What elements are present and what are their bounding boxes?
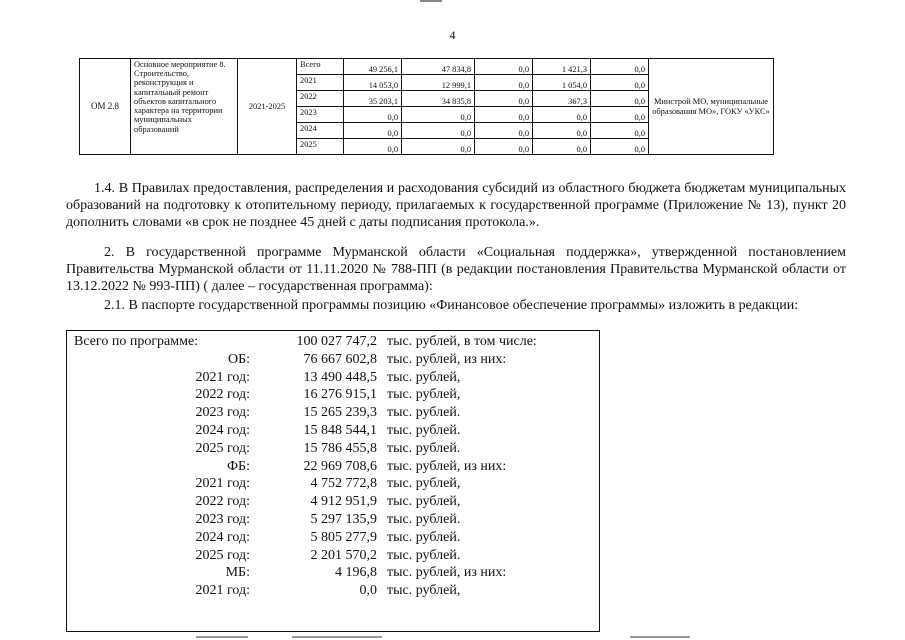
row-year: 2024	[297, 123, 344, 139]
finance-box	[66, 330, 600, 632]
finance-row	[67, 564, 599, 582]
measure-table	[79, 58, 774, 155]
measure-executors: Минстрой МО, муниципальные образования МО», ГОКУ «УКС»	[649, 59, 774, 155]
finance-row	[67, 369, 599, 387]
finance-label: 2021 год:	[195, 476, 250, 492]
finance-unit: тыс. рублей.	[387, 440, 461, 456]
row-year: 2022	[297, 91, 344, 107]
finance-unit: тыс. рублей,	[387, 387, 461, 403]
cell-total: 0,0	[344, 139, 402, 155]
finance-unit: тыс. рублей, в том числе:	[387, 334, 537, 349]
finance-value: 22 969 708,6	[303, 458, 377, 474]
cell-value: 0,0	[475, 59, 533, 75]
bottom-page-mark	[196, 636, 248, 638]
cell-value: 0,0	[475, 91, 533, 107]
cell-value: 367,3	[533, 91, 591, 107]
finance-label: 2021 год:	[195, 369, 250, 385]
cell-value: 34 835,8	[402, 91, 475, 107]
finance-value: 5 805 277,9	[310, 529, 377, 545]
finance-unit: тыс. рублей, из них:	[387, 351, 507, 367]
finance-unit: тыс. рублей.	[387, 547, 461, 563]
cell-value: 12 999,1	[402, 75, 475, 91]
cell-value: 0,0	[591, 139, 649, 155]
finance-label: ФБ:	[227, 458, 250, 474]
finance-value: 16 276 915,1	[303, 387, 377, 403]
finance-unit: тыс. рублей,	[387, 583, 461, 599]
cell-value: 1 421,3	[533, 59, 591, 75]
cell-value: 1 054,0	[533, 75, 591, 91]
paragraph-2: 2. В государственной программе Мурманской области «Социальная поддержка», утвержденной постановлением Правительства Мурманской области от 11.11.2020 № 788-ПП (в редакции постановления Правительства Мурманской области от 13.12.2022 № 993-ПП) ( далее – государственная программа):	[66, 245, 846, 294]
finance-row	[67, 529, 599, 547]
finance-unit: тыс. рублей.	[387, 512, 461, 527]
finance-value: 4 752 772,8	[310, 476, 377, 492]
finance-value: 4 196,8	[335, 565, 377, 581]
finance-row	[67, 440, 599, 458]
top-page-mark	[420, 0, 442, 2]
finance-value: 4 912 951,9	[310, 494, 377, 510]
finance-unit: тыс. рублей.	[387, 529, 461, 545]
cell-total: 0,0	[344, 123, 402, 139]
paragraph-1-4: 1.4. В Правилах предоставления, распределения и расходования субсидий из областного бюджета бюджетам муниципальных образований на подготовку к отопительному периоду, прилагаемых к государственной программе (Приложение № 13), пункт 20 дополнить словами «в срок не позднее 45 дней с даты подписания протокола.».	[66, 181, 846, 230]
cell-value: 0,0	[402, 107, 475, 123]
bottom-page-mark	[630, 636, 690, 638]
finance-value: 13 490 448,5	[303, 369, 377, 385]
finance-value: 100 027 747,2	[296, 334, 377, 349]
finance-value: 15 265 239,3	[303, 405, 377, 421]
finance-value: 5 297 135,9	[310, 512, 377, 527]
finance-value: 15 848 544,1	[303, 423, 377, 438]
cell-value: 0,0	[591, 59, 649, 75]
table-row	[80, 59, 774, 75]
cell-value: 47 834,8	[402, 59, 475, 75]
cell-value: 0,0	[475, 75, 533, 91]
cell-value: 0,0	[475, 123, 533, 139]
measure-code: ОМ 2.8	[80, 59, 131, 155]
finance-value: 2 201 570,2	[310, 547, 377, 563]
finance-label: ОБ:	[227, 351, 250, 367]
finance-label: 2025 год:	[195, 547, 250, 563]
row-year: 2025	[297, 139, 344, 155]
bottom-page-mark	[292, 636, 382, 638]
finance-label: 2025 год:	[195, 440, 250, 456]
finance-row	[67, 511, 599, 529]
finance-unit: тыс. рублей,	[387, 476, 461, 492]
finance-value: 0,0	[359, 583, 377, 599]
finance-label: 2022 год:	[195, 494, 250, 510]
finance-unit: тыс. рублей,	[387, 494, 461, 510]
measure-period: 2021-2025	[238, 59, 297, 155]
cell-total: 35 203,1	[344, 91, 402, 107]
finance-label: 2022 год:	[195, 387, 250, 403]
finance-unit: тыс. рублей,	[387, 369, 461, 385]
cell-value: 0,0	[533, 107, 591, 123]
cell-value: 0,0	[402, 139, 475, 155]
finance-row	[67, 333, 599, 351]
finance-row	[67, 582, 599, 600]
cell-total: 0,0	[344, 107, 402, 123]
cell-total: 49 256,1	[344, 59, 402, 75]
measure-name: Основное мероприятие 8. Строительство, реконструкция и капитальный ремонт объектов капитального характера на территории муниципальных образований	[131, 59, 238, 155]
row-year: Всего	[297, 59, 344, 75]
finance-value: 15 786 455,8	[303, 440, 377, 456]
finance-row	[67, 422, 599, 440]
cell-total: 14 053,0	[344, 75, 402, 91]
finance-unit: тыс. рублей, из них:	[387, 565, 507, 581]
finance-unit: тыс. рублей.	[387, 423, 461, 438]
row-year: 2021	[297, 75, 344, 91]
finance-row	[67, 458, 599, 476]
cell-value: 0,0	[591, 123, 649, 139]
finance-label: 2023 год:	[195, 405, 250, 421]
cell-value: 0,0	[475, 139, 533, 155]
finance-label: МБ:	[225, 565, 250, 581]
page-number: 4	[449, 28, 456, 42]
row-year: 2023	[297, 107, 344, 123]
finance-row	[67, 475, 599, 493]
finance-label: 2024 год:	[195, 529, 250, 545]
finance-row	[67, 386, 599, 404]
paragraph-2-1: 2.1. В паспорте государственной программы позицию «Финансовое обеспечение программы» изложить в редакции:	[104, 298, 799, 313]
finance-row	[67, 493, 599, 511]
cell-value: 0,0	[475, 107, 533, 123]
finance-value: 76 667 602,8	[303, 351, 377, 367]
cell-value: 0,0	[591, 75, 649, 91]
finance-row	[67, 547, 599, 565]
finance-row	[67, 351, 599, 369]
finance-label: Всего по программе:	[74, 334, 199, 349]
finance-row	[67, 404, 599, 422]
cell-value: 0,0	[402, 123, 475, 139]
finance-unit: тыс. рублей, из них:	[387, 458, 507, 474]
finance-label: 2023 год:	[195, 512, 250, 527]
finance-label: 2024 год:	[195, 423, 250, 438]
cell-value: 0,0	[591, 107, 649, 123]
cell-value: 0,0	[533, 139, 591, 155]
cell-value: 0,0	[533, 123, 591, 139]
finance-unit: тыс. рублей.	[387, 405, 461, 421]
finance-label: 2021 год:	[195, 583, 250, 599]
cell-value: 0,0	[591, 91, 649, 107]
